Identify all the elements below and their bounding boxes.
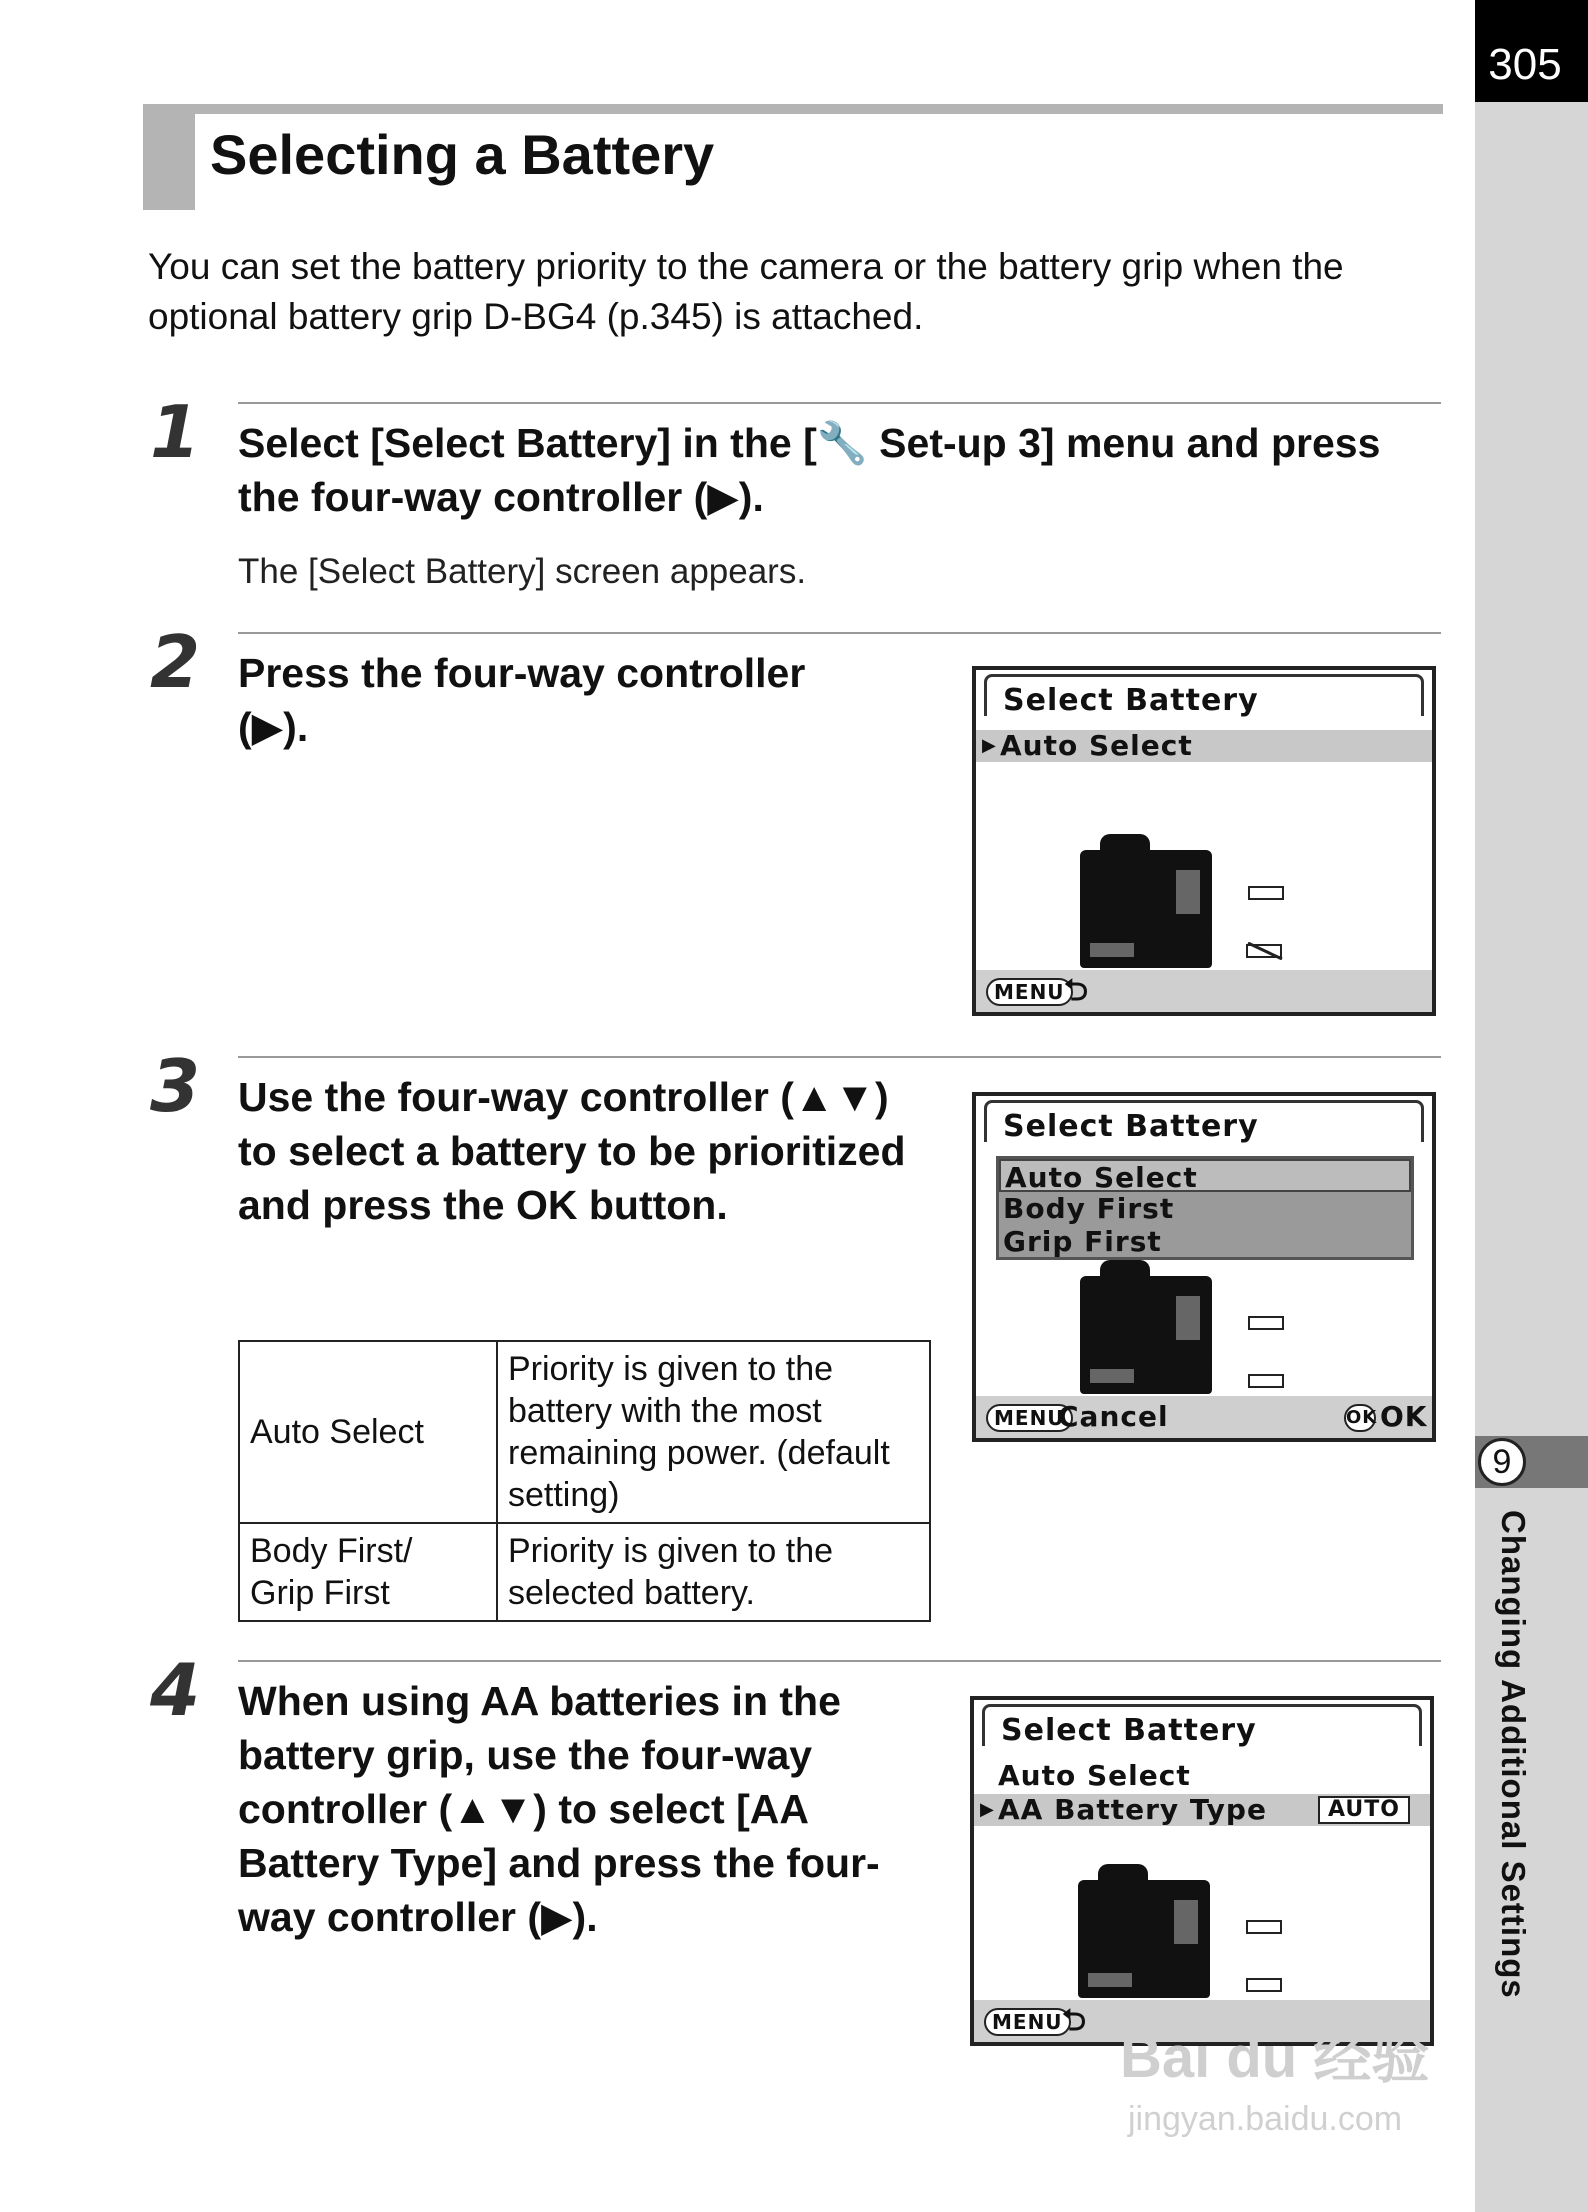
divider	[238, 1660, 1441, 1662]
divider	[238, 402, 1441, 404]
lcd-header: Select Battery	[984, 674, 1424, 716]
lcd-screen-aa-battery-type	[970, 1696, 1434, 2046]
battery-icon	[1246, 1920, 1282, 1934]
lcd-header: Select Battery	[984, 1100, 1424, 1142]
aa-type-value-badge: AUTO	[1318, 1796, 1410, 1824]
back-icon: ⮌	[1064, 973, 1090, 1008]
lcd-footer	[976, 1396, 1432, 1438]
table-cell-key: Body First/ Grip First	[239, 1523, 497, 1621]
menu-button-icon: MENU	[984, 2008, 1071, 2036]
lcd-row-label: AA Battery Type	[998, 1793, 1267, 1826]
arrow-right-icon: ▶	[980, 1799, 995, 1820]
camera-screen	[1174, 1900, 1198, 1944]
chapter-number: 9	[1478, 1438, 1526, 1486]
lcd-footer	[976, 970, 1432, 1012]
battery-icon	[1248, 1374, 1284, 1388]
lcd-screen-select-battery-options	[972, 1092, 1436, 1442]
camera-screen	[1176, 1296, 1200, 1340]
grip-bar	[1088, 1973, 1132, 1987]
battery-icon	[1248, 886, 1284, 900]
watermark-url: jingyan.baidu.com	[1128, 2100, 1403, 2138]
divider	[238, 1056, 1441, 1058]
grip-bar	[1090, 1369, 1134, 1383]
intro-paragraph: You can set the battery priority to the camera or the battery grip when the optional battery grip D-BG4 (p.345) is attached.	[148, 246, 1344, 337]
watermark-logo: Bai du 经验	[1120, 2025, 1430, 2090]
battery-icon	[1246, 1978, 1282, 1992]
table-row	[239, 1341, 930, 1523]
page-number: 305	[1488, 40, 1562, 89]
option-auto-select[interactable]: Auto Select	[999, 1159, 1411, 1192]
arrow-right-icon: ▶	[982, 735, 997, 756]
ok-label: OK	[1380, 1400, 1428, 1433]
battery-options-dropdown[interactable]	[996, 1156, 1414, 1260]
menu-button-icon: MENU	[986, 1404, 1073, 1432]
step-number: 2	[150, 620, 201, 704]
lcd-header: Select Battery	[982, 1704, 1422, 1746]
step-text: Select [Select Battery] in the [🔧 Set-up 3] menu and press the four-way controller (▶).	[238, 420, 1381, 520]
page-title: Selecting a Battery	[210, 123, 715, 186]
step-text: Press the four-way controller (▶).	[238, 650, 806, 750]
cancel-label: Cancel	[1058, 1400, 1169, 1433]
step-note: The [Select Battery] screen appears.	[238, 552, 807, 591]
camera-screen	[1176, 870, 1200, 914]
step-number: 1	[150, 390, 201, 474]
chapter-title: Changing Additional Settings	[1495, 1510, 1532, 1999]
battery-empty-icon	[1246, 942, 1284, 960]
lcd-row-label: Auto Select	[1000, 729, 1193, 762]
battery-priority-table	[238, 1340, 931, 1622]
table-cell-value: Priority is given to the selected battery.	[497, 1523, 930, 1621]
back-icon: ⮌	[1062, 2003, 1088, 2038]
divider	[238, 632, 1441, 634]
lcd-screen-select-battery	[972, 666, 1436, 1016]
title-rule	[143, 104, 1443, 114]
step-text: Use the four-way controller (▲▼) to select a battery to be prioritized and press the OK button.	[238, 1074, 906, 1228]
lcd-row-auto-select	[976, 730, 1432, 762]
battery-icon	[1248, 1316, 1284, 1330]
menu-button-icon: MENU	[986, 978, 1073, 1006]
ok-button-icon: OK	[1344, 1404, 1376, 1432]
table-row	[239, 1523, 930, 1621]
option-grip-first[interactable]: Grip First	[1003, 1225, 1162, 1258]
table-cell-value: Priority is given to the battery with the most remaining power. (default setting)	[497, 1341, 930, 1523]
lcd-row-aa-battery-type	[974, 1794, 1430, 1826]
title-block	[143, 104, 195, 210]
step-number: 3	[150, 1044, 201, 1128]
step-number: 4	[150, 1648, 201, 1732]
lcd-row-auto-select: Auto Select	[998, 1759, 1191, 1792]
table-cell-key: Auto Select	[239, 1341, 497, 1523]
grip-bar	[1090, 943, 1134, 957]
option-body-first[interactable]: Body First	[1003, 1192, 1175, 1225]
step-text: When using AA batteries in the battery grip, use the four-way controller (▲▼) to select [AA Battery Type] and press the four-way controller (▶).	[238, 1678, 880, 1940]
